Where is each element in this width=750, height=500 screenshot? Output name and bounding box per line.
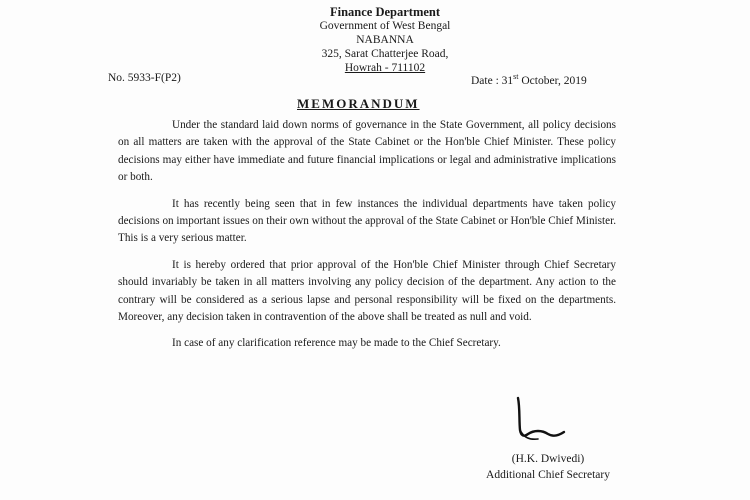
street-address: 325, Sarat Chatterjee Road, bbox=[321, 48, 449, 60]
date-prefix: Date : 31 bbox=[471, 74, 514, 87]
date-suffix: October, 2019 bbox=[518, 74, 587, 87]
memo-number: No. 5933-F(P2) bbox=[108, 72, 181, 84]
signature-block bbox=[478, 451, 618, 483]
paragraph-1: Under the standard laid down norms of governance in the State Government, all policy decisions on all matters are taken with the approval of the State Cabinet or the Hon'ble Chief Minister. These policy decisions may either have immediate and future financial implications or legal and administrative implications or both. bbox=[118, 119, 616, 184]
memo-date bbox=[471, 72, 587, 87]
signatory-name: (H.K. Dwivedi) bbox=[511, 453, 585, 465]
signatory-designation: Additional Chief Secretary bbox=[486, 469, 610, 481]
memo-heading: MEMORANDUM bbox=[297, 96, 420, 111]
building-name: NABANNA bbox=[356, 34, 414, 46]
memo-body bbox=[118, 117, 616, 362]
paragraph-3: It is hereby ordered that prior approval of the Hon'ble Chief Minister through Chief Secretary should invariably be taken in all matters involving any policy decision of the department. Any action to the contrary will be considered as a serious lapse and personal responsibility will be fixed on the departments. Moreover, any decision taken in contravention of the above shall be treated as null and void. bbox=[118, 258, 616, 324]
government-name: Government of West Bengal bbox=[319, 20, 451, 32]
paragraph-2: It has recently being seen that in few instances the individual departments have taken policy decisions on important issues on their own without the approval of the State Cabinet or Hon'ble Chief Minister. This is a very serious matter. bbox=[118, 197, 616, 245]
city-address: Howrah - 711102 bbox=[344, 62, 426, 74]
department-name: Finance Department bbox=[329, 5, 441, 19]
paragraph-4: In case of any clarification reference may be made to the Chief Secretary. bbox=[172, 337, 501, 350]
date-ordinal: st bbox=[513, 72, 519, 81]
letterhead bbox=[300, 5, 470, 75]
handwritten-signature bbox=[498, 396, 568, 454]
